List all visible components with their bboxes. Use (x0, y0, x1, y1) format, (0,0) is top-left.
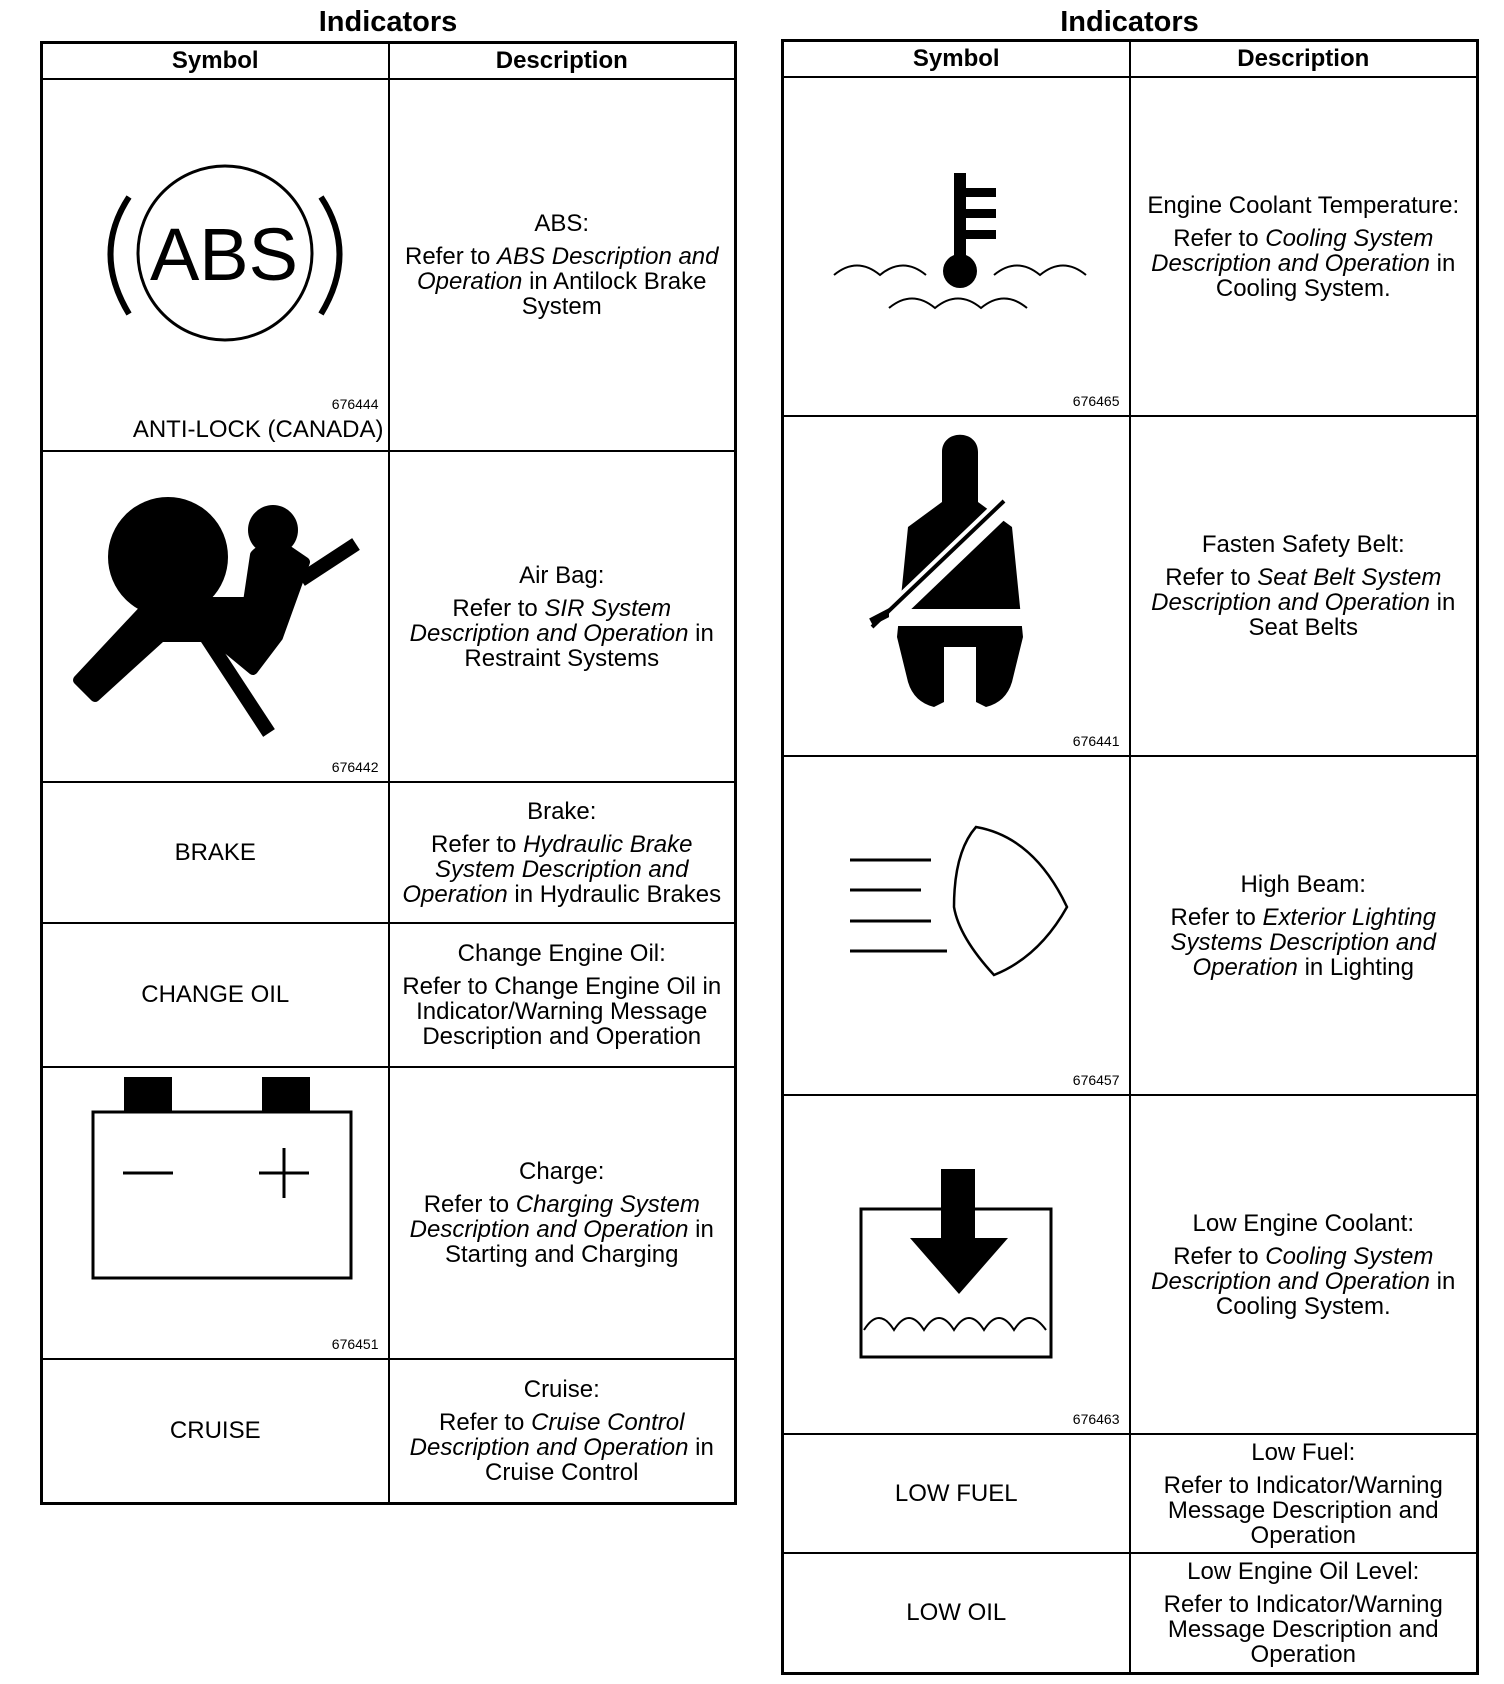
table-row (783, 1434, 1478, 1553)
description-cell (389, 923, 736, 1067)
indicator-reference: Refer to Charging System Description and Operation in Starting and Charging (409, 1191, 714, 1268)
figure-code: 676457 (1072, 1072, 1120, 1088)
symbol-cell (42, 1067, 389, 1359)
symbol-caption: ANTI-LOCK (CANADA) (132, 416, 384, 443)
symbol-label: BRAKE (174, 838, 256, 866)
indicator-reference: Refer to Exterior Lighting Systems Description and Operation in Lighting (1170, 903, 1436, 981)
indicator-name: Engine Coolant Temperature: (1147, 191, 1460, 219)
table-row (42, 782, 736, 923)
right-symbol-header: Symbol (783, 41, 1130, 78)
symbol-cell (783, 1553, 1130, 1673)
left-description-header: Description (389, 43, 736, 80)
table-row (42, 451, 736, 782)
symbol-cell (783, 1095, 1130, 1434)
symbol-cell (42, 79, 389, 451)
figure-code: 676465 (1072, 393, 1120, 409)
symbol-cell (42, 923, 389, 1067)
symbol-cell (42, 451, 389, 782)
symbol-cell (783, 77, 1130, 416)
table-row (783, 416, 1478, 756)
description-cell (389, 79, 736, 451)
figure-code: 676451 (331, 1336, 379, 1352)
indicator-name: ABS: (534, 210, 590, 237)
table-row (42, 1067, 736, 1359)
right-header-row (783, 41, 1478, 78)
symbol-label: CRUISE (169, 1416, 261, 1444)
battery-icon (43, 1068, 390, 1360)
indicator-name: Brake: (527, 797, 597, 825)
airbag-icon (43, 452, 390, 783)
indicator-reference: Refer to Indicator/Warning Message Description and Operation (1163, 1471, 1443, 1549)
indicator-name: Charge: (519, 1158, 605, 1185)
description-cell (1130, 1434, 1478, 1553)
indicator-name: Low Engine Coolant: (1192, 1209, 1414, 1237)
table-row (783, 77, 1478, 416)
indicator-reference: Refer to Hydraulic Brake System Description and Operation in Hydraulic Brakes (402, 830, 722, 908)
right-description-header: Description (1130, 41, 1478, 78)
indicator-reference: Refer to Indicator/Warning Message Description and Operation (1163, 1590, 1443, 1668)
indicator-reference: Refer to SIR System Description and Operation in Restraint Systems (409, 594, 714, 672)
indicator-name: Fasten Safety Belt: (1201, 531, 1405, 558)
left-panel-title: Indicators (318, 6, 458, 38)
symbol-label: LOW FUEL (894, 1479, 1018, 1507)
description-cell (1130, 416, 1478, 756)
high-beam-icon (784, 757, 1131, 1096)
description-cell (1130, 1095, 1478, 1434)
symbol-label: CHANGE OIL (141, 981, 290, 1008)
table-row (783, 1095, 1478, 1434)
figure-code: 676442 (331, 759, 379, 775)
left-symbol-header: Symbol (42, 43, 389, 80)
description-cell (389, 1359, 736, 1503)
indicator-reference: Refer to Cruise Control Description and Operation in Cruise Control (409, 1408, 714, 1486)
figure-code: 676444 (331, 396, 379, 412)
indicator-name: Change Engine Oil: (457, 940, 666, 967)
description-cell (389, 782, 736, 923)
indicator-reference: Refer to Cooling System Description and Operation in Cooling System. (1151, 1242, 1456, 1320)
symbol-cell (783, 756, 1130, 1095)
indicator-name: Cruise: (523, 1375, 600, 1403)
symbol-cell (42, 782, 389, 923)
symbol-cell (783, 1434, 1130, 1553)
right-indicators-table (781, 39, 1479, 1675)
coolant-temperature-icon (784, 78, 1131, 417)
description-cell (1130, 77, 1478, 416)
description-cell (389, 1067, 736, 1359)
figure-code: 676441 (1072, 733, 1120, 749)
table-row (783, 756, 1478, 1095)
symbol-cell (783, 416, 1130, 756)
indicator-name: Low Engine Oil Level: (1187, 1557, 1420, 1585)
right-panel-title: Indicators (1060, 6, 1199, 38)
symbol-cell (42, 1359, 389, 1503)
table-row (42, 79, 736, 451)
indicator-reference: Refer to Seat Belt System Description and Operation in Seat Belts (1151, 564, 1456, 641)
figure-code: 676463 (1072, 1411, 1120, 1427)
table-row (42, 1359, 736, 1503)
indicator-reference: Refer to Change Engine Oil in Indicator/Warning Message Description and Operation (402, 973, 722, 1050)
low-coolant-icon (784, 1096, 1131, 1435)
seat-belt-icon (784, 417, 1131, 757)
table-row (783, 1553, 1478, 1673)
left-indicators-table (40, 41, 737, 1505)
description-cell (1130, 1553, 1478, 1673)
indicator-name: Air Bag: (519, 561, 605, 589)
left-header-row (42, 43, 736, 80)
indicator-name: Low Fuel: (1251, 1438, 1356, 1466)
table-row (42, 923, 736, 1067)
indicator-reference: Refer to Cooling System Description and Operation in Cooling System. (1151, 224, 1456, 302)
description-cell (389, 451, 736, 782)
abs-icon-text: ABS (149, 213, 299, 296)
indicator-reference: Refer to ABS Description and Operation in Antilock Brake System (405, 243, 719, 320)
description-cell (1130, 756, 1478, 1095)
symbol-label: LOW OIL (906, 1598, 1007, 1626)
indicator-name: High Beam: (1240, 870, 1366, 898)
